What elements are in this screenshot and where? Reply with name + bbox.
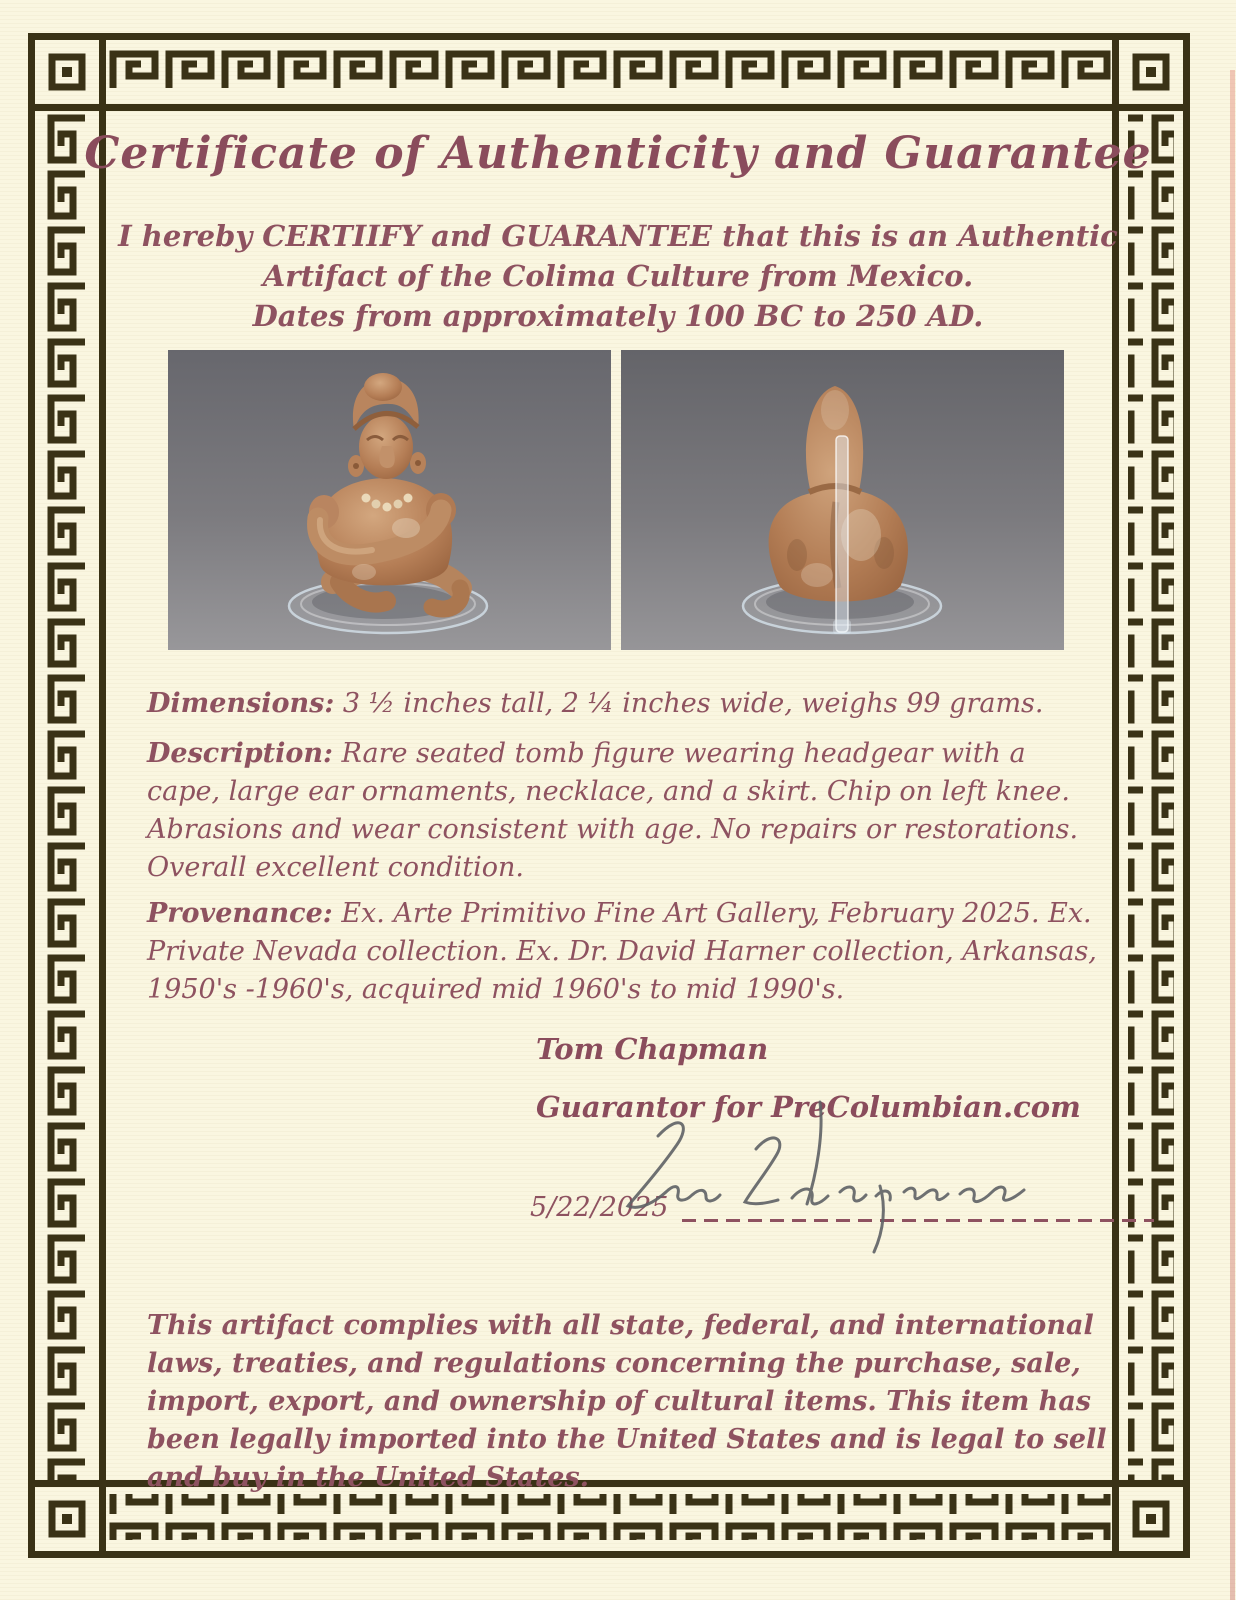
provenance-text: Ex. Arte Primitivo Fine Art Gallery, February 2025. Ex. Private Nevada collection. Ex. Dr. David Harner collection, Arkansas, 1950's -1960's, acquired mid 1960's to mid 1990's. (147, 898, 1097, 1005)
border-corner-bottom-left (32, 1484, 103, 1555)
signature-handwriting (588, 1094, 1058, 1264)
certification-line-2: Artifact of the Colima Culture from Mexico. (262, 259, 974, 293)
border-corner-bottom-right (1116, 1484, 1187, 1555)
certification-line-1: I hereby CERTIIFY and GUARANTEE that this is an Authentic (118, 219, 1118, 253)
certification-statement (0, 216, 1236, 336)
legal-statement: This artifact complies with all state, federal, and international laws, treaties, and regulations concerning the purchase, sale, import, export, and ownership of cultural items. This item has been legally imported into the United States and is legal to sell and buy in the United States. (147, 1310, 1107, 1493)
provenance-label: Provenance: (147, 898, 333, 929)
description-paragraph (147, 735, 1097, 887)
acrylic-stand (833, 436, 851, 634)
guarantor-role: Guarantor for PreColumbian.com (536, 1090, 1081, 1124)
description-label: Description: (147, 738, 333, 769)
provenance-paragraph (147, 895, 1097, 1009)
artifact-photo-back (621, 350, 1064, 650)
dimensions-paragraph (147, 685, 1097, 723)
description-text: Rare seated tomb figure wearing headgear with a cape, large ear ornaments, necklace, and a skirt. Chip on left knee. Abrasions and wear consistent with age. No repairs or restorations. Overall excellent condition. (147, 738, 1079, 883)
dimensions-label: Dimensions: (147, 688, 335, 719)
page-title: Certificate of Authenticity and Guarantee (84, 128, 1152, 179)
artifact-photo-front (168, 350, 611, 650)
dimensions-text: 3 ½ inches tall, 2 ¼ inches wide, weighs 99 grams. (334, 688, 1044, 719)
border-corner-top-right (1116, 37, 1187, 108)
border-corner-top-left (32, 37, 103, 108)
scan-edge-artifact (1230, 70, 1235, 1600)
artifact-photos (168, 350, 1064, 650)
certification-line-3: Dates from approximately 100 BC to 250 AD. (252, 299, 984, 333)
guarantor-name: Tom Chapman (536, 1032, 769, 1066)
signature-date: 5/22/2025 (530, 1192, 669, 1223)
